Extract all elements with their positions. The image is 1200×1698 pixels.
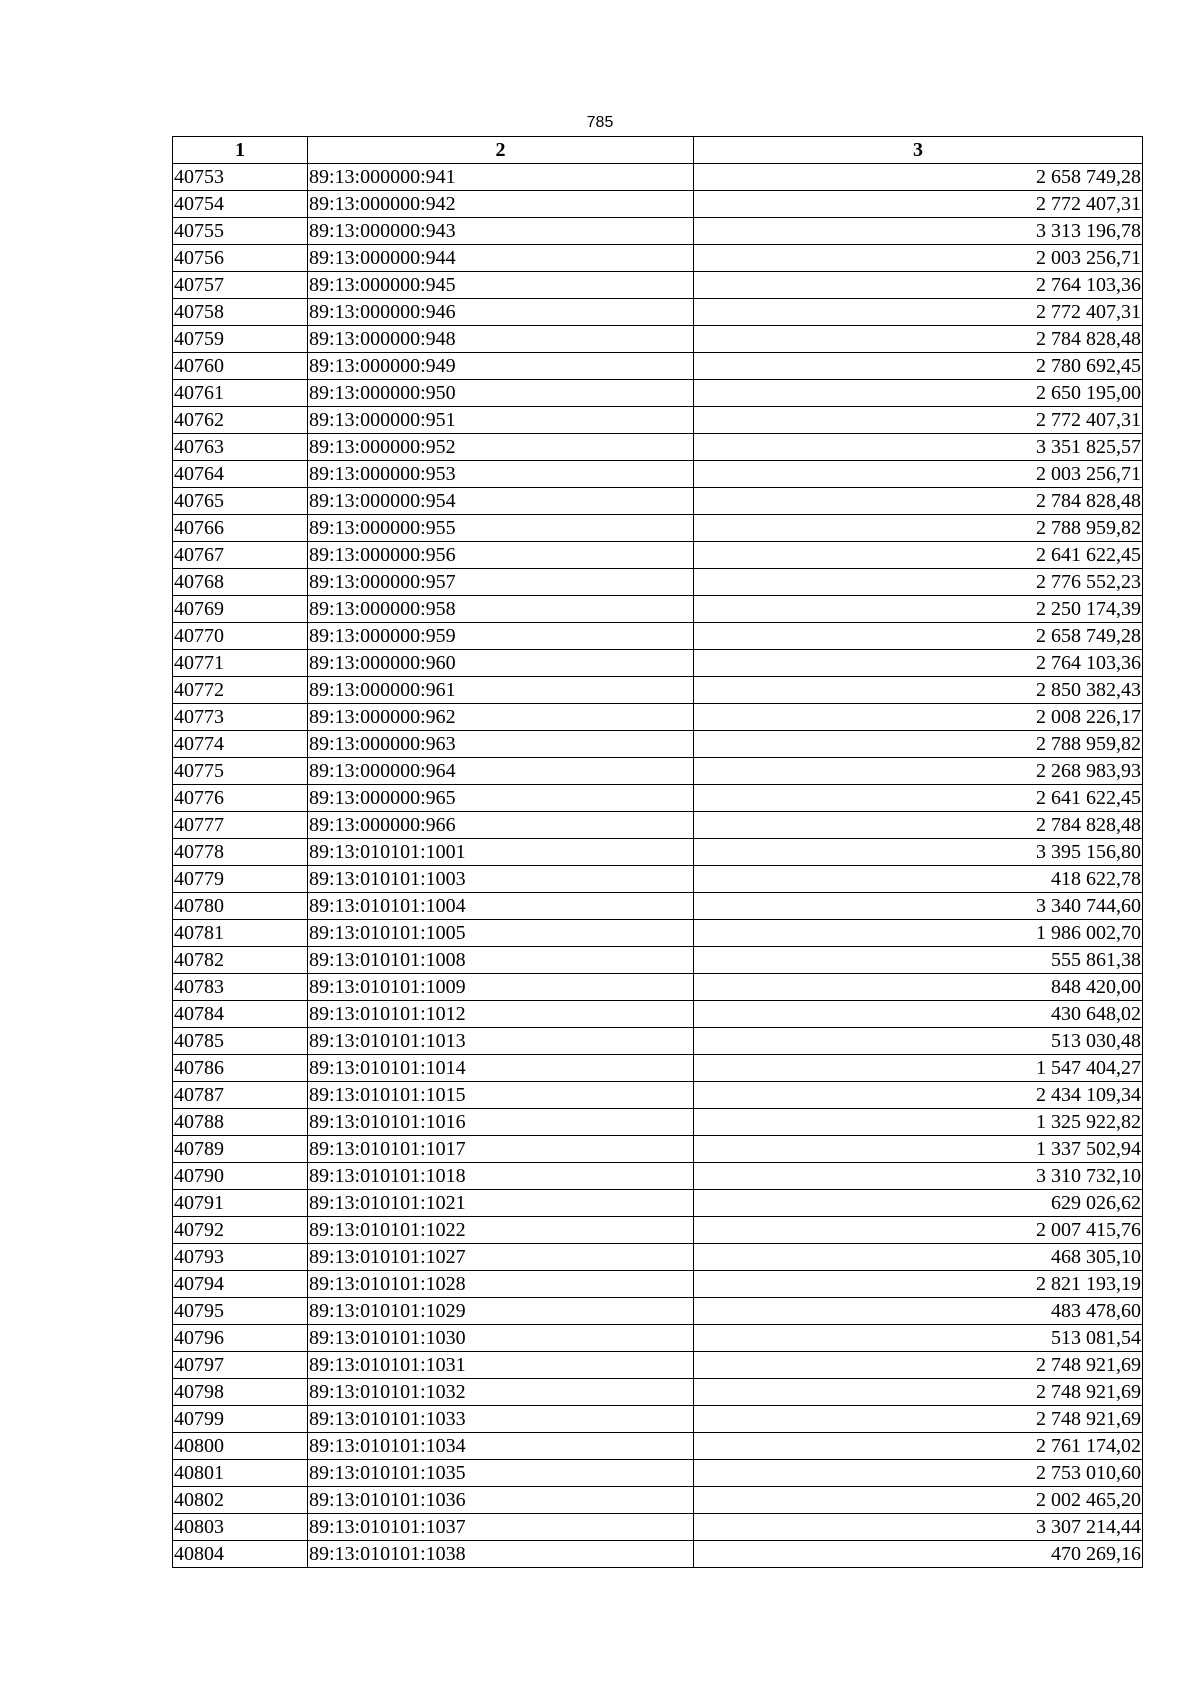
table-row [173, 623, 1143, 650]
cadastral-value-cell: 2 008 226,17 [694, 704, 1143, 731]
cadastral-value-cell: 629 026,62 [694, 1190, 1143, 1217]
row-number-cell: 40795 [173, 1298, 308, 1325]
table-row [173, 1163, 1143, 1190]
cadastral-value-cell: 2 788 959,82 [694, 515, 1143, 542]
cadastral-value-cell: 2 788 959,82 [694, 731, 1143, 758]
table-row [173, 947, 1143, 974]
row-number-cell: 40800 [173, 1433, 308, 1460]
row-number-cell: 40793 [173, 1244, 308, 1271]
cadastral-value-cell: 2 772 407,31 [694, 299, 1143, 326]
row-number-cell: 40782 [173, 947, 308, 974]
cadastral-number-cell: 89:13:000000:963 [308, 731, 694, 758]
table-row [173, 839, 1143, 866]
row-number-cell: 40775 [173, 758, 308, 785]
table-row [173, 1190, 1143, 1217]
table-row [173, 164, 1143, 191]
table-row [173, 515, 1143, 542]
row-number-cell: 40804 [173, 1541, 308, 1568]
table-row [173, 407, 1143, 434]
row-number-cell: 40770 [173, 623, 308, 650]
table-row [173, 1271, 1143, 1298]
table-row [173, 1325, 1143, 1352]
cadastral-number-cell: 89:13:000000:950 [308, 380, 694, 407]
cadastral-value-cell: 3 313 196,78 [694, 218, 1143, 245]
cadastral-value-cell: 2 761 174,02 [694, 1433, 1143, 1460]
cadastral-value-cell: 2 250 174,39 [694, 596, 1143, 623]
cadastral-number-cell: 89:13:010101:1036 [308, 1487, 694, 1514]
row-number-cell: 40767 [173, 542, 308, 569]
cadastral-value-cell: 2 784 828,48 [694, 488, 1143, 515]
table-row [173, 1379, 1143, 1406]
cadastral-value-cell: 1 337 502,94 [694, 1136, 1143, 1163]
table-body [173, 164, 1143, 1568]
cadastral-number-cell: 89:13:010101:1012 [308, 1001, 694, 1028]
cadastral-number-cell: 89:13:010101:1038 [308, 1541, 694, 1568]
cadastral-number-cell: 89:13:010101:1013 [308, 1028, 694, 1055]
table-row [173, 1001, 1143, 1028]
cadastral-number-cell: 89:13:000000:951 [308, 407, 694, 434]
cadastral-number-cell: 89:13:000000:949 [308, 353, 694, 380]
table-row [173, 569, 1143, 596]
cadastral-value-cell: 2 821 193,19 [694, 1271, 1143, 1298]
cadastral-value-cell: 2 784 828,48 [694, 326, 1143, 353]
cadastral-number-cell: 89:13:000000:958 [308, 596, 694, 623]
cadastral-value-cell: 418 622,78 [694, 866, 1143, 893]
table-row [173, 488, 1143, 515]
row-number-cell: 40798 [173, 1379, 308, 1406]
column-header-2: 2 [308, 137, 694, 164]
table-row [173, 812, 1143, 839]
cadastral-number-cell: 89:13:010101:1003 [308, 866, 694, 893]
cadastral-value-cell: 2 764 103,36 [694, 272, 1143, 299]
cadastral-value-cell: 2 641 622,45 [694, 542, 1143, 569]
table-row [173, 1298, 1143, 1325]
column-header-1: 1 [173, 137, 308, 164]
row-number-cell: 40790 [173, 1163, 308, 1190]
table-row [173, 677, 1143, 704]
cadastral-value-cell: 2 772 407,31 [694, 407, 1143, 434]
row-number-cell: 40789 [173, 1136, 308, 1163]
cadastral-number-cell: 89:13:010101:1032 [308, 1379, 694, 1406]
table-row [173, 1028, 1143, 1055]
row-number-cell: 40787 [173, 1082, 308, 1109]
table-row [173, 461, 1143, 488]
cadastral-value-cell: 1 547 404,27 [694, 1055, 1143, 1082]
row-number-cell: 40773 [173, 704, 308, 731]
cadastral-value-cell: 2 007 415,76 [694, 1217, 1143, 1244]
cadastral-number-cell: 89:13:000000:943 [308, 218, 694, 245]
table-row [173, 380, 1143, 407]
table-row [173, 1217, 1143, 1244]
cadastral-number-cell: 89:13:000000:955 [308, 515, 694, 542]
cadastral-value-cell: 2 753 010,60 [694, 1460, 1143, 1487]
cadastral-value-cell: 3 395 156,80 [694, 839, 1143, 866]
cadastral-value-cell: 2 748 921,69 [694, 1379, 1143, 1406]
table-row [173, 434, 1143, 461]
cadastral-number-cell: 89:13:010101:1009 [308, 974, 694, 1001]
cadastral-number-cell: 89:13:000000:945 [308, 272, 694, 299]
cadastral-number-cell: 89:13:000000:941 [308, 164, 694, 191]
page-number: 785 [586, 114, 614, 131]
cadastral-value-cell: 3 351 825,57 [694, 434, 1143, 461]
cadastral-number-cell: 89:13:000000:962 [308, 704, 694, 731]
cadastral-value-cell: 2 764 103,36 [694, 650, 1143, 677]
cadastral-number-cell: 89:13:010101:1031 [308, 1352, 694, 1379]
cadastral-number-cell: 89:13:000000:948 [308, 326, 694, 353]
cadastral-number-cell: 89:13:000000:966 [308, 812, 694, 839]
row-number-cell: 40788 [173, 1109, 308, 1136]
row-number-cell: 40784 [173, 1001, 308, 1028]
row-number-cell: 40763 [173, 434, 308, 461]
table-row [173, 1352, 1143, 1379]
cadastral-number-cell: 89:13:010101:1033 [308, 1406, 694, 1433]
row-number-cell: 40799 [173, 1406, 308, 1433]
table-row [173, 596, 1143, 623]
row-number-cell: 40774 [173, 731, 308, 758]
cadastral-value-cell: 2 003 256,71 [694, 461, 1143, 488]
row-number-cell: 40779 [173, 866, 308, 893]
cadastral-number-cell: 89:13:000000:953 [308, 461, 694, 488]
row-number-cell: 40801 [173, 1460, 308, 1487]
table-row [173, 245, 1143, 272]
cadastral-number-cell: 89:13:000000:960 [308, 650, 694, 677]
row-number-cell: 40754 [173, 191, 308, 218]
table-row [173, 650, 1143, 677]
table-row [173, 1244, 1143, 1271]
cadastral-value-cell: 848 420,00 [694, 974, 1143, 1001]
table-row [173, 218, 1143, 245]
table-row [173, 704, 1143, 731]
table-row [173, 299, 1143, 326]
cadastral-value-cell: 2 748 921,69 [694, 1352, 1143, 1379]
cadastral-value-cell: 2 434 109,34 [694, 1082, 1143, 1109]
cadastral-number-cell: 89:13:010101:1017 [308, 1136, 694, 1163]
cadastral-number-cell: 89:13:010101:1004 [308, 893, 694, 920]
row-number-cell: 40766 [173, 515, 308, 542]
row-number-cell: 40764 [173, 461, 308, 488]
cadastral-number-cell: 89:13:000000:961 [308, 677, 694, 704]
cadastral-number-cell: 89:13:010101:1029 [308, 1298, 694, 1325]
table-row [173, 731, 1143, 758]
cadastral-number-cell: 89:13:010101:1022 [308, 1217, 694, 1244]
row-number-cell: 40756 [173, 245, 308, 272]
cadastral-number-cell: 89:13:010101:1030 [308, 1325, 694, 1352]
table-row [173, 1433, 1143, 1460]
cadastral-number-cell: 89:13:010101:1028 [308, 1271, 694, 1298]
row-number-cell: 40772 [173, 677, 308, 704]
row-number-cell: 40761 [173, 380, 308, 407]
cadastral-value-cell: 513 081,54 [694, 1325, 1143, 1352]
cadastral-value-cell: 1 986 002,70 [694, 920, 1143, 947]
row-number-cell: 40786 [173, 1055, 308, 1082]
cadastral-value-cell: 2 658 749,28 [694, 623, 1143, 650]
row-number-cell: 40785 [173, 1028, 308, 1055]
cadastral-value-table [172, 136, 1143, 1568]
cadastral-number-cell: 89:13:000000:942 [308, 191, 694, 218]
cadastral-value-cell: 2 850 382,43 [694, 677, 1143, 704]
column-header-3: 3 [694, 137, 1143, 164]
row-number-cell: 40803 [173, 1514, 308, 1541]
table-row [173, 866, 1143, 893]
table-row [173, 272, 1143, 299]
cadastral-number-cell: 89:13:010101:1016 [308, 1109, 694, 1136]
cadastral-value-cell: 2 784 828,48 [694, 812, 1143, 839]
cadastral-value-cell: 2 658 749,28 [694, 164, 1143, 191]
row-number-cell: 40797 [173, 1352, 308, 1379]
cadastral-number-cell: 89:13:010101:1014 [308, 1055, 694, 1082]
table-header [173, 137, 1143, 164]
row-number-cell: 40759 [173, 326, 308, 353]
row-number-cell: 40758 [173, 299, 308, 326]
cadastral-number-cell: 89:13:010101:1018 [308, 1163, 694, 1190]
row-number-cell: 40781 [173, 920, 308, 947]
table-row [173, 1460, 1143, 1487]
cadastral-value-cell: 3 340 744,60 [694, 893, 1143, 920]
cadastral-number-cell: 89:13:000000:954 [308, 488, 694, 515]
cadastral-number-cell: 89:13:010101:1034 [308, 1433, 694, 1460]
table-row [173, 785, 1143, 812]
table-row [173, 1514, 1143, 1541]
row-number-cell: 40757 [173, 272, 308, 299]
row-number-cell: 40760 [173, 353, 308, 380]
cadastral-number-cell: 89:13:010101:1035 [308, 1460, 694, 1487]
cadastral-number-cell: 89:13:010101:1005 [308, 920, 694, 947]
cadastral-value-cell: 483 478,60 [694, 1298, 1143, 1325]
cadastral-value-cell: 470 269,16 [694, 1541, 1143, 1568]
cadastral-value-cell: 2 002 465,20 [694, 1487, 1143, 1514]
cadastral-value-cell: 2 003 256,71 [694, 245, 1143, 272]
table-row [173, 326, 1143, 353]
cadastral-number-cell: 89:13:000000:964 [308, 758, 694, 785]
cadastral-value-cell: 513 030,48 [694, 1028, 1143, 1055]
row-number-cell: 40753 [173, 164, 308, 191]
cadastral-number-cell: 89:13:000000:959 [308, 623, 694, 650]
table-row [173, 1055, 1143, 1082]
row-number-cell: 40791 [173, 1190, 308, 1217]
cadastral-value-cell: 2 650 195,00 [694, 380, 1143, 407]
cadastral-number-cell: 89:13:010101:1008 [308, 947, 694, 974]
cadastral-value-cell: 1 325 922,82 [694, 1109, 1143, 1136]
cadastral-value-cell: 3 310 732,10 [694, 1163, 1143, 1190]
table-row [173, 1541, 1143, 1568]
row-number-cell: 40780 [173, 893, 308, 920]
table-row [173, 353, 1143, 380]
row-number-cell: 40762 [173, 407, 308, 434]
cadastral-value-cell: 3 307 214,44 [694, 1514, 1143, 1541]
cadastral-value-cell: 2 780 692,45 [694, 353, 1143, 380]
header-row [173, 137, 1143, 164]
row-number-cell: 40769 [173, 596, 308, 623]
row-number-cell: 40777 [173, 812, 308, 839]
table-row [173, 1109, 1143, 1136]
cadastral-number-cell: 89:13:010101:1001 [308, 839, 694, 866]
cadastral-number-cell: 89:13:000000:956 [308, 542, 694, 569]
cadastral-number-cell: 89:13:000000:952 [308, 434, 694, 461]
row-number-cell: 40792 [173, 1217, 308, 1244]
table-row [173, 920, 1143, 947]
cadastral-number-cell: 89:13:000000:957 [308, 569, 694, 596]
cadastral-value-cell: 2 776 552,23 [694, 569, 1143, 596]
cadastral-value-cell: 430 648,02 [694, 1001, 1143, 1028]
row-number-cell: 40783 [173, 974, 308, 1001]
row-number-cell: 40794 [173, 1271, 308, 1298]
row-number-cell: 40778 [173, 839, 308, 866]
cadastral-value-cell: 555 861,38 [694, 947, 1143, 974]
table-row [173, 542, 1143, 569]
cadastral-number-cell: 89:13:000000:965 [308, 785, 694, 812]
cadastral-number-cell: 89:13:010101:1015 [308, 1082, 694, 1109]
table-row [173, 1487, 1143, 1514]
row-number-cell: 40776 [173, 785, 308, 812]
table-row [173, 758, 1143, 785]
cadastral-number-cell: 89:13:000000:944 [308, 245, 694, 272]
row-number-cell: 40755 [173, 218, 308, 245]
cadastral-number-cell: 89:13:010101:1027 [308, 1244, 694, 1271]
table-row [173, 893, 1143, 920]
cadastral-value-cell: 2 641 622,45 [694, 785, 1143, 812]
cadastral-number-cell: 89:13:010101:1037 [308, 1514, 694, 1541]
row-number-cell: 40768 [173, 569, 308, 596]
cadastral-value-cell: 468 305,10 [694, 1244, 1143, 1271]
cadastral-value-cell: 2 772 407,31 [694, 191, 1143, 218]
row-number-cell: 40802 [173, 1487, 308, 1514]
row-number-cell: 40771 [173, 650, 308, 677]
row-number-cell: 40765 [173, 488, 308, 515]
table-row [173, 1136, 1143, 1163]
cadastral-number-cell: 89:13:010101:1021 [308, 1190, 694, 1217]
cadastral-value-cell: 2 748 921,69 [694, 1406, 1143, 1433]
table-row [173, 1406, 1143, 1433]
cadastral-number-cell: 89:13:000000:946 [308, 299, 694, 326]
row-number-cell: 40796 [173, 1325, 308, 1352]
table-row [173, 1082, 1143, 1109]
table-row [173, 974, 1143, 1001]
table-row [173, 191, 1143, 218]
cadastral-value-cell: 2 268 983,93 [694, 758, 1143, 785]
